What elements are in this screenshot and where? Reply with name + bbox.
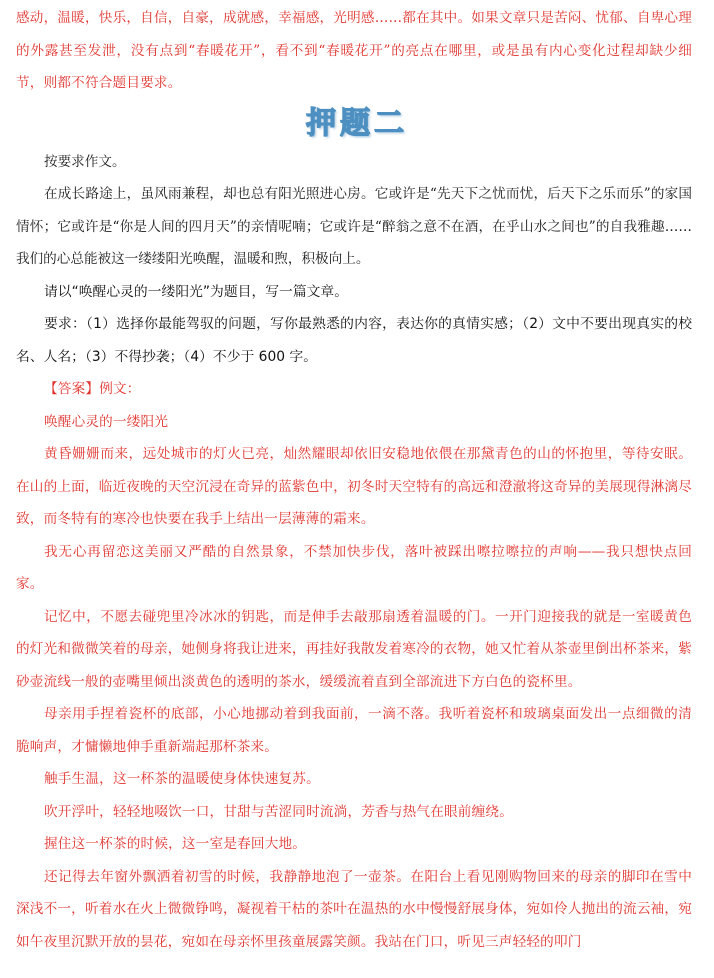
essay-paragraph: 我无心再留恋这美丽又严酷的自然景象，不禁加快步伐，落叶被踩出嚓拉嚓拉的声响——我只想快点回家。 [16, 543, 692, 592]
essay-paragraph: 吹开浮叶，轻轻地啜饮一口，甘甜与苦涩同时流淌，芳香与热气在眼前缠绕。 [44, 803, 513, 820]
section-title-banner [0, 102, 714, 146]
essay-title: 唤醒心灵的一缕阳光 [44, 413, 169, 430]
prompt-paragraph: 在成长路途上，虽风雨兼程，却也总有阳光照进心房。它或许是“先天下之忧而忧，后天下之乐而乐”的家国情怀；它或许是“你是人间的四月天”的亲情呢喃；它或许是“醉翁之意不在酒，在乎山水之间也”的自我雅趣……我们的心总能被这一缕缕阳光唤醒，温暖和煦，积极向上。 [16, 186, 692, 267]
answer-tag: 【答案】 [44, 381, 100, 397]
requirements-paragraph: 要求：（1）选择你最能驾驭的问题，写你最熟悉的内容，表达你的真情实感；（2）文中不要出现真实的校名、人名；（3）不得抄袭；（4）不少于 600 字。 [16, 316, 692, 365]
essay-paragraph: 还记得去年窗外飘洒着初雪的时候，我静静地泡了一壶茶。在阳台上看见刚购物回来的母亲的脚印在雪中深浅不一，听着水在火上微微铮鸣，凝视着干枯的茶叶在温热的水中慢慢舒展身体，宛如伶人抛出的流云袖，宛如午夜里沉默开放的昙花，宛如在母亲怀里孩童展露笑颜。我站在门口，听见三声轻轻的叩门 [16, 868, 692, 950]
essay-paragraph: 黄昏姗姗而来，远处城市的灯火已亮，灿然耀眼却依旧安稳地依偎在那黛青色的山的怀抱里，等待安眠。在山的上面，临近夜晚的天空沉浸在奇异的蓝紫色中，初冬时天空特有的高远和澄澈将这奇异的美展现得淋漓尽致，而冬特有的寒冷也快要在我手上结出一层薄薄的霜来。 [16, 446, 692, 527]
answer-label: 例文： [99, 381, 141, 397]
essay-paragraph: 母亲用手捏着瓷杯的底部，小心地挪动着到我面前，一滴不落。我听着瓷杯和玻璃桌面发出一点细微的清脆响声，才慵懒地伸手重新端起那杯茶来。 [16, 706, 692, 755]
task-label: 按要求作文。 [44, 153, 126, 170]
answer-line [0, 373, 714, 406]
essay-paragraph: 记忆中，不愿去碰兜里冷冰冰的钥匙，而是伸手去敲那扇透着温暖的门。一开门迎接我的就是一室暖黄色的灯光和微微笑着的母亲，她侧身将我让进来，再挂好我散发着寒冷的衣物，她又忙着从茶壶里倒出杯茶来，紫砂壶流线一般的壶嘴里倾出淡黄色的透明的茶水，缓缓流着直到全部流进下方白色的瓷杯里。 [16, 608, 692, 690]
essay-paragraph: 触手生温，这一杯茶的温暖使身体快速复苏。 [44, 771, 320, 787]
section-title: 押题二 [306, 105, 408, 141]
essay-paragraph: 握住这一杯茶的时候，这一室是春回大地。 [44, 836, 307, 852]
intro-paragraph: 感动，温暖，快乐，自信，自豪，成就感，幸福感，光明感……都在其中。如果文章只是苦闷、忧郁、自卑心理的外露甚至发泄，没有点到“春暖花开”，看不到“春暖花开”的亮点在哪里，或是虽有内心变化过程却缺少细节，则都不符合题目要求。 [16, 10, 692, 91]
topic-line: 请以“唤醒心灵的一缕阳光”为题目，写一篇文章。 [44, 283, 349, 300]
